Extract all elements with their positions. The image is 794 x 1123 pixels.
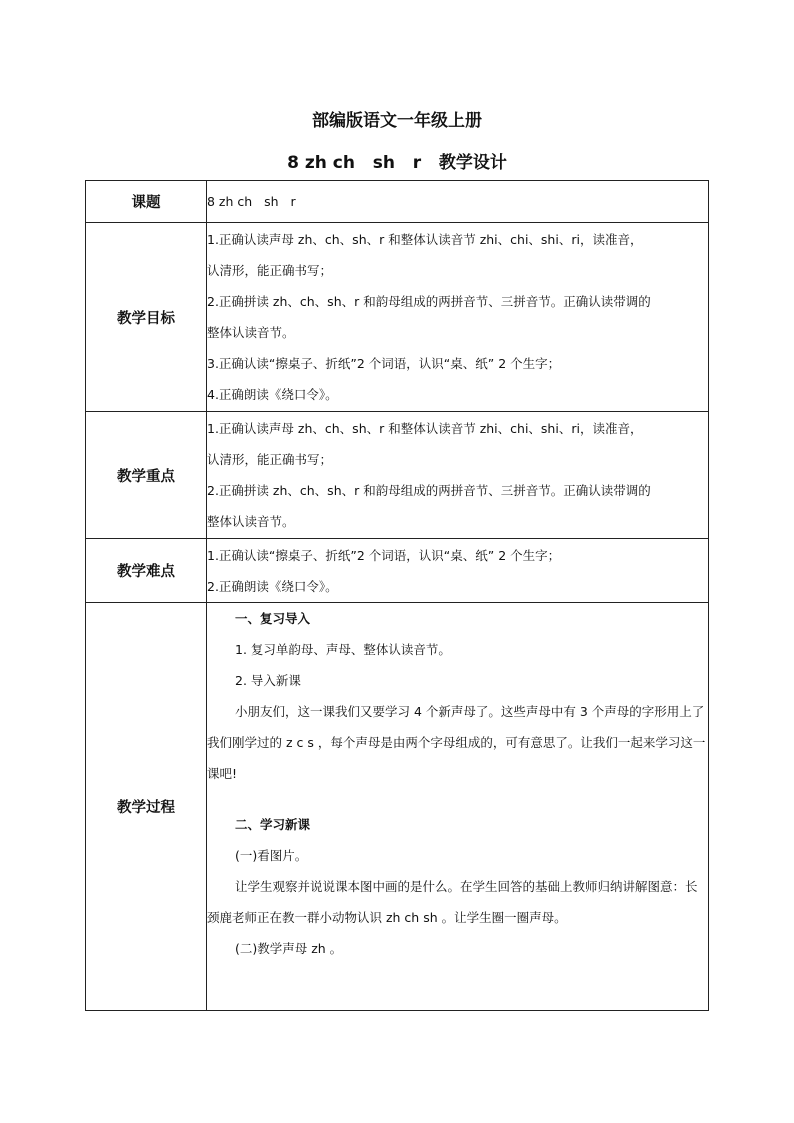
label-difficulties: 教学难点 [86,539,207,603]
label-goals: 教学目标 [86,223,207,412]
difficulty-line: 1.正确认读“擦桌子、折纸”2 个词语，认识“桌、纸” 2 个生字； [207,547,561,563]
section-heading: 二、学习新课 [235,817,311,832]
goal-line: 1.正确认读声母 zh、ch、sh、r 和整体认读音节 zhi、chi、shi、ri，读准音， [207,232,643,247]
document-subtitle: 8 zh ch sh r 教学设计 [287,153,507,173]
key-point-line: 2.正确拼读 zh、ch、sh、r 和韵母组成的两拼音节、三拼音节。正确认读带调的 [207,483,651,498]
picture-paragraph: 让学生观察并说说课本图中画的是什么。在学生回答的基础上教师归纳讲解图意：长颈鹿老师正在教一群小动物认识 zh ch sh 。让学生圈一圈声母。 [207,879,698,925]
label-key-points: 教学重点 [86,412,207,539]
difficulty-line: 2.正确朗读《绕口令》。 [207,578,338,594]
goal-line: 整体认读音节。 [207,325,295,340]
key-point-line: 1.正确认读声母 zh、ch、sh、r 和整体认读音节 zhi、chi、shi、ri，读准音， [207,421,643,436]
section-heading: 一、复习导入 [235,611,311,626]
label-process: 教学过程 [86,603,207,1011]
lesson-plan-table [85,180,709,1011]
goal-line: 认清形，能正确书写； [207,263,333,278]
row-key-points [86,412,709,539]
goal-line: 2.正确拼读 zh、ch、sh、r 和韵母组成的两拼音节、三拼音节。正确认读带调的 [207,294,651,309]
value-goals [207,223,709,412]
row-topic [86,181,709,223]
sub-heading: (一)看图片。 [235,848,308,863]
document-title: 部编版语文一年级上册 [312,111,482,131]
sub-heading: (二)教学声母 zh 。 [235,941,343,956]
process-step: 1. 复习单韵母、声母、整体认读音节。 [235,642,451,657]
spacer [207,789,708,809]
label-topic: 课题 [86,181,207,223]
goal-line: 4.正确朗读《绕口令》。 [207,387,338,402]
row-process [86,603,709,1011]
value-key-points [207,412,709,539]
value-topic: 8 zh ch sh r [207,181,709,223]
goal-line: 3.正确认读“擦桌子、折纸”2 个词语，认识“桌、纸” 2 个生字； [207,356,561,371]
value-process [207,603,709,1011]
key-point-line: 认清形，能正确书写； [207,452,333,467]
process-step: 2. 导入新课 [235,673,301,688]
key-point-line: 整体认读音节。 [207,514,295,529]
intro-paragraph: 小朋友们，这一课我们又要学习 4 个新声母了。这些声母中有 3 个声母的字形用上了我们刚学过的 z c s ，每个声母是由两个字母组成的，可有意思了。让我们一起来学习这一课吧! [207,704,706,781]
value-difficulties [207,539,709,603]
row-difficulties [86,539,709,603]
row-goals [86,223,709,412]
